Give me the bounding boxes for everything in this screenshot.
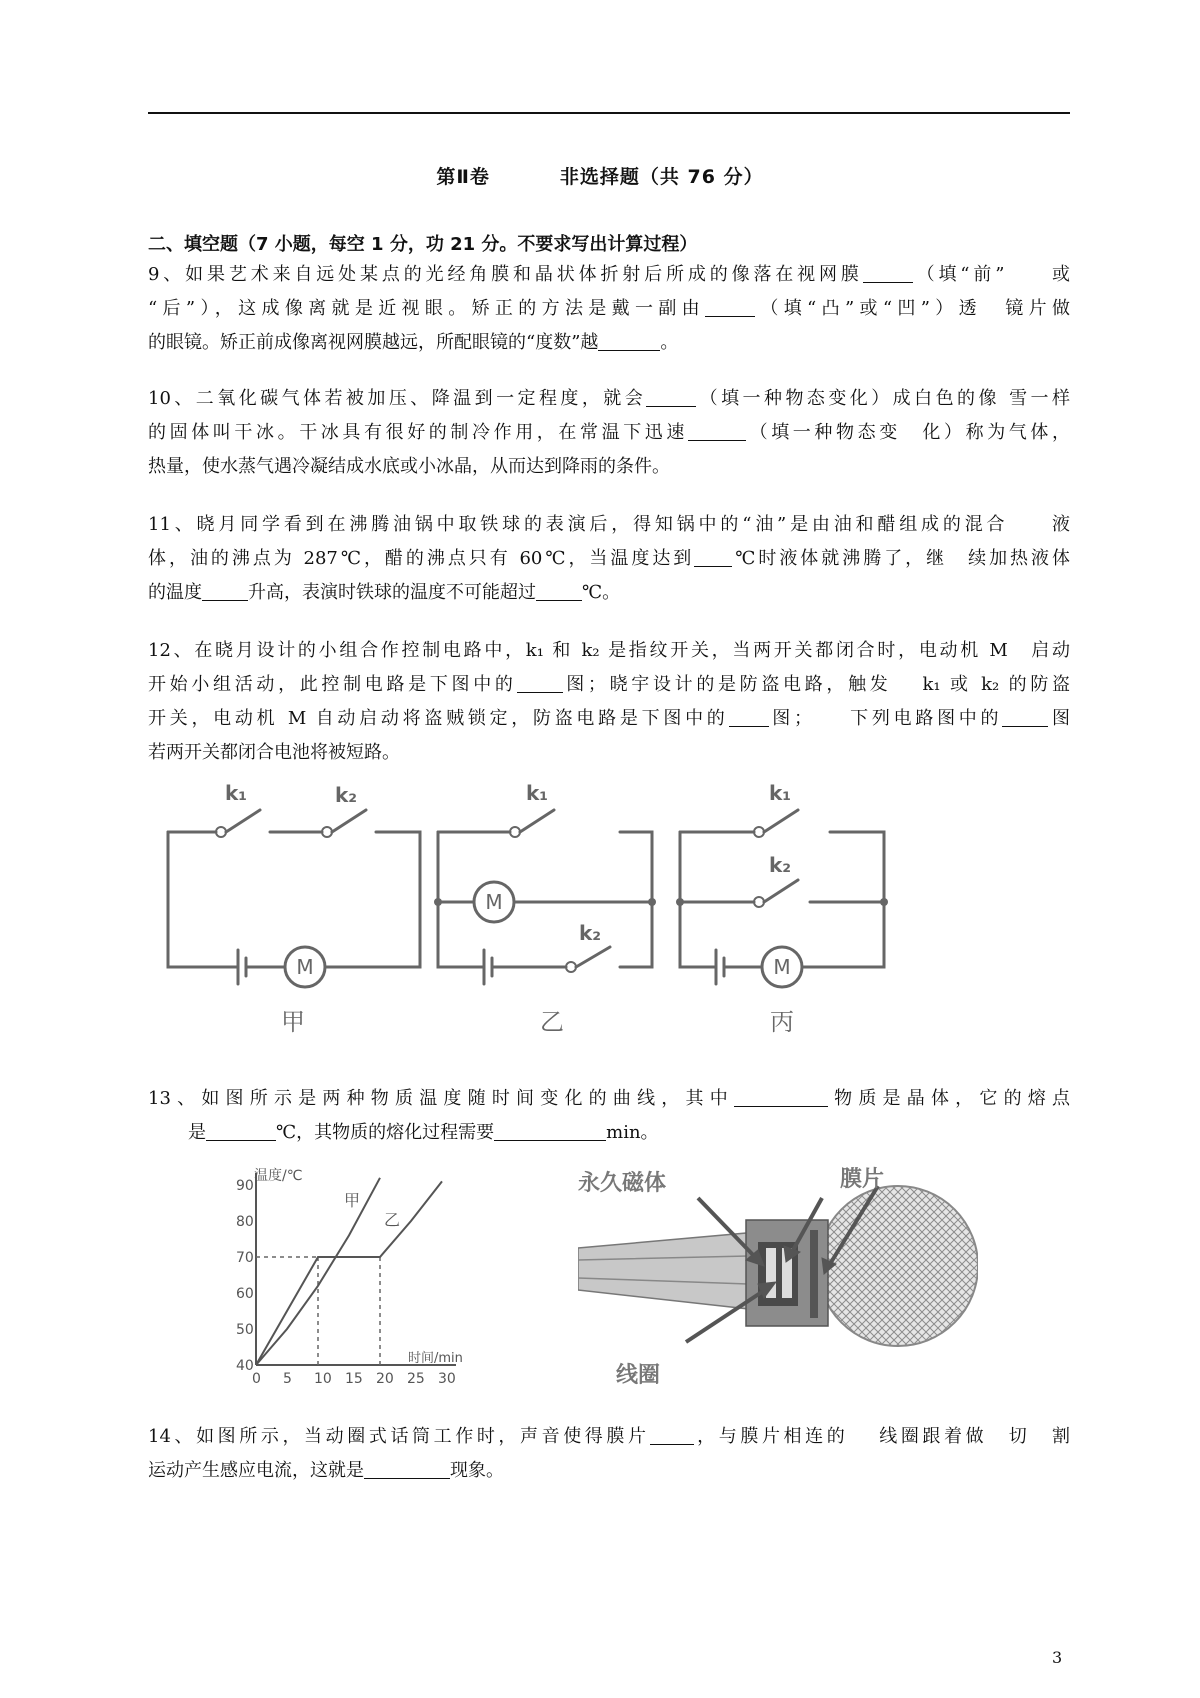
- answer-blank[interactable]: [650, 1424, 694, 1445]
- header-rule: [148, 112, 1070, 114]
- answer-blank[interactable]: [364, 1458, 450, 1479]
- chart-y-tick-label: 60: [236, 1286, 254, 1302]
- chart-y-tick-label: 50: [236, 1322, 254, 1338]
- q9-line-1: 9、如果艺术来自远处某点的光经角膜和晶状体折射后所成的像落在视网膜 （填“前” 或: [148, 264, 1070, 285]
- answer-blank[interactable]: [694, 546, 732, 567]
- chart-series-label: 甲: [344, 1190, 361, 1210]
- chart-x-tick-label: 0: [252, 1371, 261, 1387]
- answer-blank[interactable]: [734, 1086, 828, 1107]
- q12-line-4: 若两开关都闭合电池将被短路。: [148, 742, 400, 763]
- motor-label: M: [296, 955, 314, 979]
- chart-y-tick-label: 40: [236, 1358, 254, 1374]
- mic-mesh-head: [818, 1186, 978, 1346]
- answer-blank[interactable]: [1002, 706, 1048, 727]
- circuit-yi: [438, 810, 652, 984]
- switch-label-k2: k₂: [768, 853, 792, 877]
- chart-x-tick-label: 10: [314, 1371, 332, 1387]
- q13-line-2: 是 ℃，其物质的熔化过程需要 min。: [188, 1122, 659, 1143]
- part-title-text: 非选择题（共 76 分）: [559, 166, 764, 188]
- section-heading: 二、填空题（7 小题，每空 1 分，功 21 分。不要求写出计算过程）: [148, 234, 698, 255]
- q9-line-3: 的眼镜。矫正前成像离视网膜越远，所配眼镜的“度数”越 。: [148, 332, 679, 353]
- chart-y-axis-label: 温度/℃: [254, 1168, 303, 1184]
- circuit-jia: [168, 810, 420, 987]
- answer-blank[interactable]: [729, 706, 769, 727]
- question-13: [148, 1082, 1070, 1150]
- switch-label-k1: k₁: [224, 781, 248, 805]
- label-coil: 线圈: [616, 1363, 661, 1388]
- page-number: 3: [1052, 1648, 1063, 1667]
- chart-x-tick-label: 15: [345, 1371, 363, 1387]
- chart-x-axis-label: 时间/min: [408, 1351, 463, 1366]
- question-10: [148, 382, 1070, 484]
- q13-line-1: 13、如图所示是两种物质温度随时间变化的曲线，其中 物质是晶体，它的熔点: [148, 1088, 1071, 1109]
- answer-blank[interactable]: [688, 420, 746, 441]
- answer-blank[interactable]: [863, 262, 913, 283]
- question-14: [148, 1420, 1070, 1488]
- chart-series-line: [256, 1178, 380, 1365]
- chart-y-tick-label: 70: [236, 1250, 254, 1266]
- chart-x-tick-label: 20: [376, 1371, 394, 1387]
- answer-blank[interactable]: [536, 580, 582, 601]
- q12-line-3: 开关，电动机 M 自动启动将盗贼锁定，防盗电路是下图中的 图； 下列电路图中的 图: [148, 708, 1071, 729]
- part-title-roman: 第Ⅱ卷: [436, 166, 490, 188]
- circuit-label-yi: 乙: [540, 1008, 564, 1036]
- q10-line-2: 的固体叫干冰。干冰具有很好的制冷作用，在常温下迅速 （填一种物态变 化）称为气体，: [148, 422, 1070, 443]
- switch-label-k1: k₁: [768, 781, 792, 805]
- motor-label: M: [485, 890, 503, 914]
- circuit-diagrams: [150, 772, 980, 1044]
- q14-line-2: 运动产生感应电流，这就是 现象。: [148, 1460, 504, 1481]
- chart-series-label: 乙: [384, 1210, 401, 1230]
- q10-line-1: 10、二氧化碳气体若被加压、降温到一定程度，就会 （填一种物态变化）成白色的像 雪一样: [148, 388, 1070, 409]
- q14-line-1: 14、如图所示，当动圈式话筒工作时，声音使得膜片 ，与膜片相连的 线圈跟着做 切 割: [148, 1426, 1070, 1447]
- motor-label: M: [773, 955, 791, 979]
- label-diaphragm: 膜片: [840, 1167, 885, 1192]
- answer-blank[interactable]: [202, 580, 248, 601]
- part-title: [0, 162, 1200, 189]
- question-12: [148, 634, 1070, 770]
- chart-y-tick-label: 90: [236, 1178, 254, 1194]
- circuit-label-jia: 甲: [281, 1008, 305, 1036]
- q9-line-2: “后”），这成像离就是近视眼。矫正的方法是戴一副由 （填“凸”或“凹”）透 镜片做: [148, 298, 1070, 319]
- mic-handle: [578, 1232, 758, 1310]
- q11-line-3: 的温度 升高，表演时铁球的温度不可能超过 ℃。: [148, 582, 621, 603]
- circuit-label-bing: 丙: [770, 1008, 794, 1036]
- q11-line-1: 11、晓月同学看到在沸腾油锅中取铁球的表演后，得知锅中的“油”是由油和醋组成的混合 液: [148, 514, 1070, 535]
- answer-blank[interactable]: [705, 296, 755, 317]
- answer-blank[interactable]: [517, 672, 563, 693]
- switch-label-k1: k₁: [525, 781, 549, 805]
- switch-label-k2: k₂: [578, 921, 602, 945]
- answer-blank[interactable]: [598, 330, 660, 351]
- label-permanent-magnet: 永久磁体: [578, 1171, 667, 1196]
- chart-x-tick-label: 30: [438, 1371, 456, 1387]
- dynamic-microphone-diagram: [578, 1160, 978, 1400]
- q12-line-2: 开始小组活动，此控制电路是下图中的 图；晓宇设计的是防盗电路，触发 k₁ 或 k₂ 的防盗: [148, 674, 1071, 695]
- chart-x-tick-label: 5: [283, 1371, 292, 1387]
- answer-blank[interactable]: [646, 386, 696, 407]
- q10-line-3: 热量，使水蒸气遇冷凝结成水底或小冰晶，从而达到降雨的条件。: [148, 456, 670, 477]
- diaphragm: [810, 1230, 818, 1318]
- chart-x-tick-label: 25: [407, 1371, 425, 1387]
- answer-blank[interactable]: [494, 1120, 606, 1141]
- question-9: [148, 258, 1070, 360]
- answer-blank[interactable]: [206, 1120, 276, 1141]
- switch-label-k2: k₂: [334, 783, 358, 807]
- q11-line-2: 体，油的沸点为 287℃，醋的沸点只有 60℃，当温度达到 ℃时液体就沸腾了，继 续加热液体: [148, 548, 1070, 569]
- question-11: [148, 508, 1070, 610]
- temperature-time-chart: [232, 1160, 482, 1408]
- q12-line-1: 12、在晓月设计的小组合作控制电路中，k₁ 和 k₂ 是指纹开关，当两开关都闭合时，电动机 M 启动: [148, 640, 1070, 661]
- chart-y-tick-label: 80: [236, 1214, 254, 1230]
